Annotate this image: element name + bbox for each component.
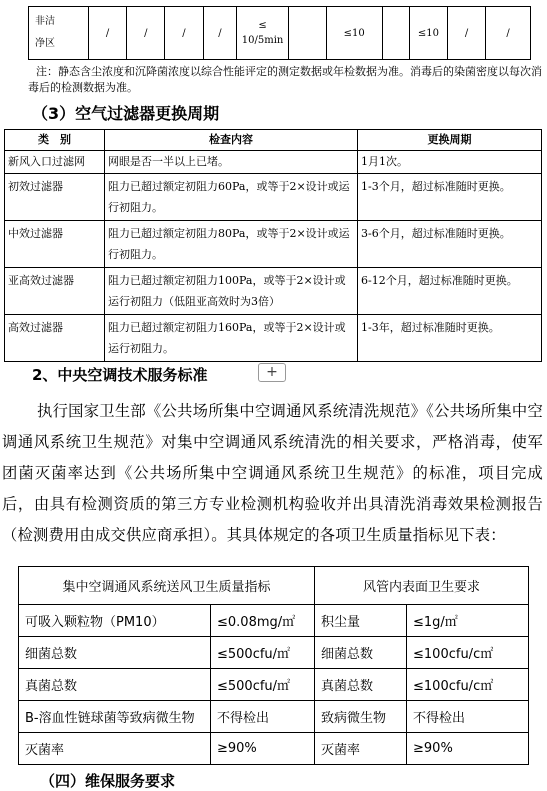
table-cell: 可吸入颗粒物（PM10） [19,605,211,637]
table-cell: 阻力已超过额定初阻力100Pa，或等于2×设计或运行初阻力（低阻亚高效时为3倍） [105,268,358,315]
table-header-row [5,130,542,151]
add-block-button[interactable]: + [258,363,286,382]
table-cell: ≤1g/㎡ [407,605,529,637]
table-row [29,7,531,60]
table-cell: ≤ 10/5min [237,7,288,60]
table-cell: 初效过滤器 [5,174,105,221]
table-cell: / [448,7,486,60]
column-header: 检查内容 [105,130,358,151]
table-cell: 细菌总数 [315,637,407,669]
table-cell: ≥90% [407,733,529,765]
table-cell: 积尘量 [315,605,407,637]
table-cell: 非洁 净区 [29,7,89,60]
table-cell [382,7,409,60]
column-header: 风管内表面卫生要求 [315,567,529,605]
table-cell: 真菌总数 [315,669,407,701]
table-cell: ≤500cfu/㎡ [211,669,315,701]
section-heading-ac-standards: 2、中央空调技术服务标准 [32,366,208,384]
cleanroom-standards-table [28,6,531,60]
column-header: 更换周期 [358,130,542,151]
table-row [5,151,542,174]
table-row [19,733,529,765]
table-row [5,268,542,315]
table-cell: ≤0.08mg/㎡ [211,605,315,637]
table-row [19,669,529,701]
table-cell: / [127,7,165,60]
table-cell: / [203,7,237,60]
column-header: 集中空调通风系统送风卫生质量指标 [19,567,315,605]
table-header-row [19,567,529,605]
table-cell: 致病微生物 [315,701,407,733]
table-cell: 阻力已超过额定初阻力160Pa，或等于2×设计或运行初阻力。 [105,315,358,362]
table-cell: 亚高效过滤器 [5,268,105,315]
table-cell: / [486,7,531,60]
table-cell: ≤10 [409,7,447,60]
table-cell: 真菌总数 [19,669,211,701]
table-row [5,221,542,268]
column-header: 类 别 [5,130,105,151]
table-cell: 6-12个月，超过标准随时更换。 [358,268,542,315]
hygiene-quality-table [18,566,529,765]
table-cell: ≤100cfu/c㎡ [407,637,529,669]
table-cell: 新风入口过滤网 [5,151,105,174]
body-paragraph: 执行国家卫生部《公共场所集中空调通风系统清洗规范》《公共场所集中空调通风系统卫生规范》对集中空调通风系统清洗的相关要求，严格消毒，使军团菌灭菌率达到《公共场所集中空调通风系统卫生规范》的标准，项目完成后，由具有检测资质的第三方专业检测机构验收并出具清洗消毒效果检测报告（检测费用由成交供应商承担）。其具体规定的各项卫生质量指标见下表： [2,402,543,544]
table-cell: 3-6个月，超过标准随时更换。 [358,221,542,268]
table-cell: 网眼是否一半以上已堵。 [105,151,358,174]
section-heading-filter-cycle: （3）空气过滤器更换周期 [32,104,220,123]
section-heading-maintenance: （四）维保服务要求 [40,772,176,790]
table-cell: 灭菌率 [315,733,407,765]
table-cell: 1月1次。 [358,151,542,174]
table-cell: 高效过滤器 [5,315,105,362]
table-note: 注：静态含尘浓度和沉降菌浓度以综合性能评定的测定数据或年检数据为准。消毒后的染菌密度以每次消毒后的检测数据为准。 [28,65,542,94]
filter-replacement-table [4,129,542,362]
table-row [19,637,529,669]
table-cell: 不得检出 [211,701,315,733]
table-cell: 中效过滤器 [5,221,105,268]
table-row [19,701,529,733]
table-cell: B-溶血性链球菌等致病微生物 [19,701,211,733]
table-cell: 1-3个月，超过标准随时更换。 [358,174,542,221]
table-cell: ≤500cfu/㎡ [211,637,315,669]
table-cell: 细菌总数 [19,637,211,669]
table-cell: 阻力已超过额定初阻力80Pa，或等于2×设计或运行初阻力。 [105,221,358,268]
table-cell [288,7,326,60]
table-cell: 不得检出 [407,701,529,733]
table-cell: 1-3年，超过标准随时更换。 [358,315,542,362]
table-cell: / [89,7,127,60]
table-cell: / [165,7,203,60]
table-cell: ≤10 [326,7,382,60]
table-cell: 阻力已超过额定初阻力60Pa，或等于2×设计或运行初阻力。 [105,174,358,221]
table-row [5,315,542,362]
table-row [19,605,529,637]
table-cell: ≤100cfu/c㎡ [407,669,529,701]
table-cell: 灭菌率 [19,733,211,765]
table-cell: ≥90% [211,733,315,765]
table-row [5,174,542,221]
